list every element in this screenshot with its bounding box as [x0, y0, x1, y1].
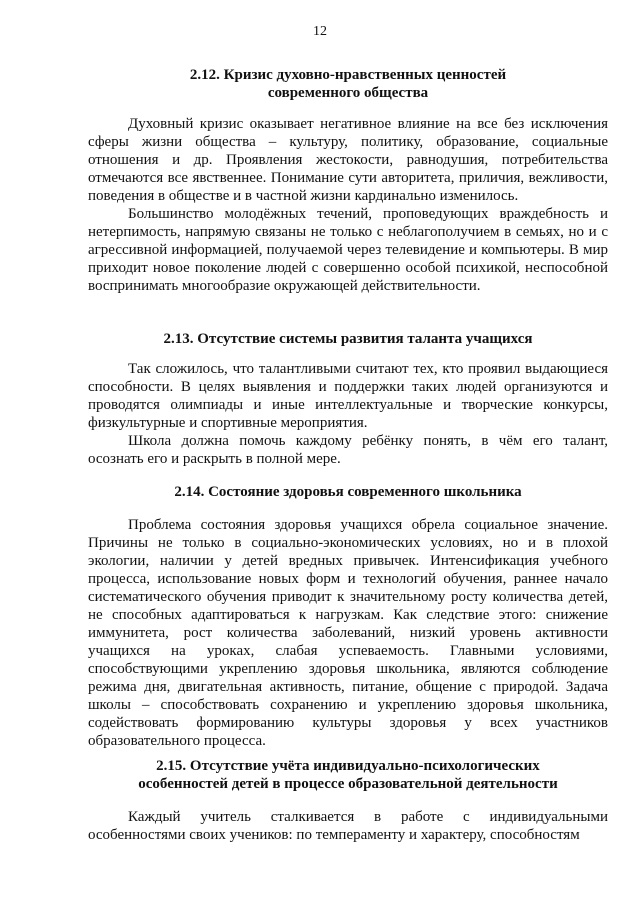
- section-2-13-paragraph-1: Так сложилось, что талантливыми считают тех, кто проявил выдающиеся способности. В целях выявления и поддержки таких людей организуются и проводятся олимпиады и иные интеллектуальные и творческие конкурсы, физкультурные и спортивные мероприятия.: [88, 361, 608, 431]
- section-2-12-paragraph-1: Духовный кризис оказывает негативное влияние на все без исключения сферы жизни общества – культуру, политику, образование, социальные отношения и др. Проявления жестокости, равнодушия, потребительства отмечаются все явственнее. Понимание сути авторитета, приличия, вежливости, поведения в обществе и в частной жизни кардинально изменилось.: [88, 116, 608, 204]
- section-title-line: современного общества: [267, 85, 429, 101]
- section-title-line: 2.15. Отсутствие учёта индивидуально-психологических: [156, 758, 540, 774]
- section-2-15-paragraph-1: Каждый учитель сталкивается в работе с индивидуальными особенностями своих учеников: по темпераменту и характеру, способностям: [88, 809, 608, 843]
- section-title-line: 2.13. Отсутствие системы развития таланта учащихся: [163, 331, 533, 347]
- section-title-line: 2.12. Кризис духовно-нравственных ценностей: [189, 67, 507, 83]
- section-2-15-title: [88, 757, 608, 793]
- section-2-12-paragraph-2: Большинство молодёжных течений, проповедующих враждебность и нетерпимость, напрямую связаны не только с неблагополучием в семьях, но и с агрессивной информацией, получаемой через телевидение и компьютеры. В мир приходит новое поколение людей с совершенно особой психикой, неспособной воспринимать многообразие окружающей действительности.: [88, 206, 608, 294]
- section-2-12-title: [88, 66, 608, 102]
- page-number: 12: [313, 24, 327, 39]
- section-title-line: 2.14. Состояние здоровья современного школьника: [174, 484, 522, 500]
- section-2-14-title: [88, 483, 608, 501]
- section-2-13-title: [88, 330, 608, 348]
- section-2-14-paragraph-1: Проблема состояния здоровья учащихся обрела социальное значение. Причины не только в социально-экономических условиях, но и в плохой экологии, наличии у детей вредных привычек. Интенсификация учебного процесса, использование новых форм и технологий обучения, раннее начало систематического обучения приводит к значительному росту количества детей, не способных адаптироваться к нагрузкам. Как следствие этого: снижение иммунитета, рост количества заболеваний, низкий уровень активности учащихся на уроках, слабая успеваемость. Главными условиями, способствующими укреплению здоровья школьника, являются соблюдение режима дня, двигательная активность, питание, общение с природой. Задача школы – способствовать сохранению и укреплению здоровья школьника, содействовать формированию культуры здоровья у всех участников образовательного процесса.: [88, 517, 608, 749]
- section-title-line: особенностей детей в процессе образовательной деятельности: [138, 776, 558, 792]
- section-2-13-paragraph-2: Школа должна помочь каждому ребёнку понять, в чём его талант, осознать его и раскрыть в полной мере.: [88, 433, 608, 467]
